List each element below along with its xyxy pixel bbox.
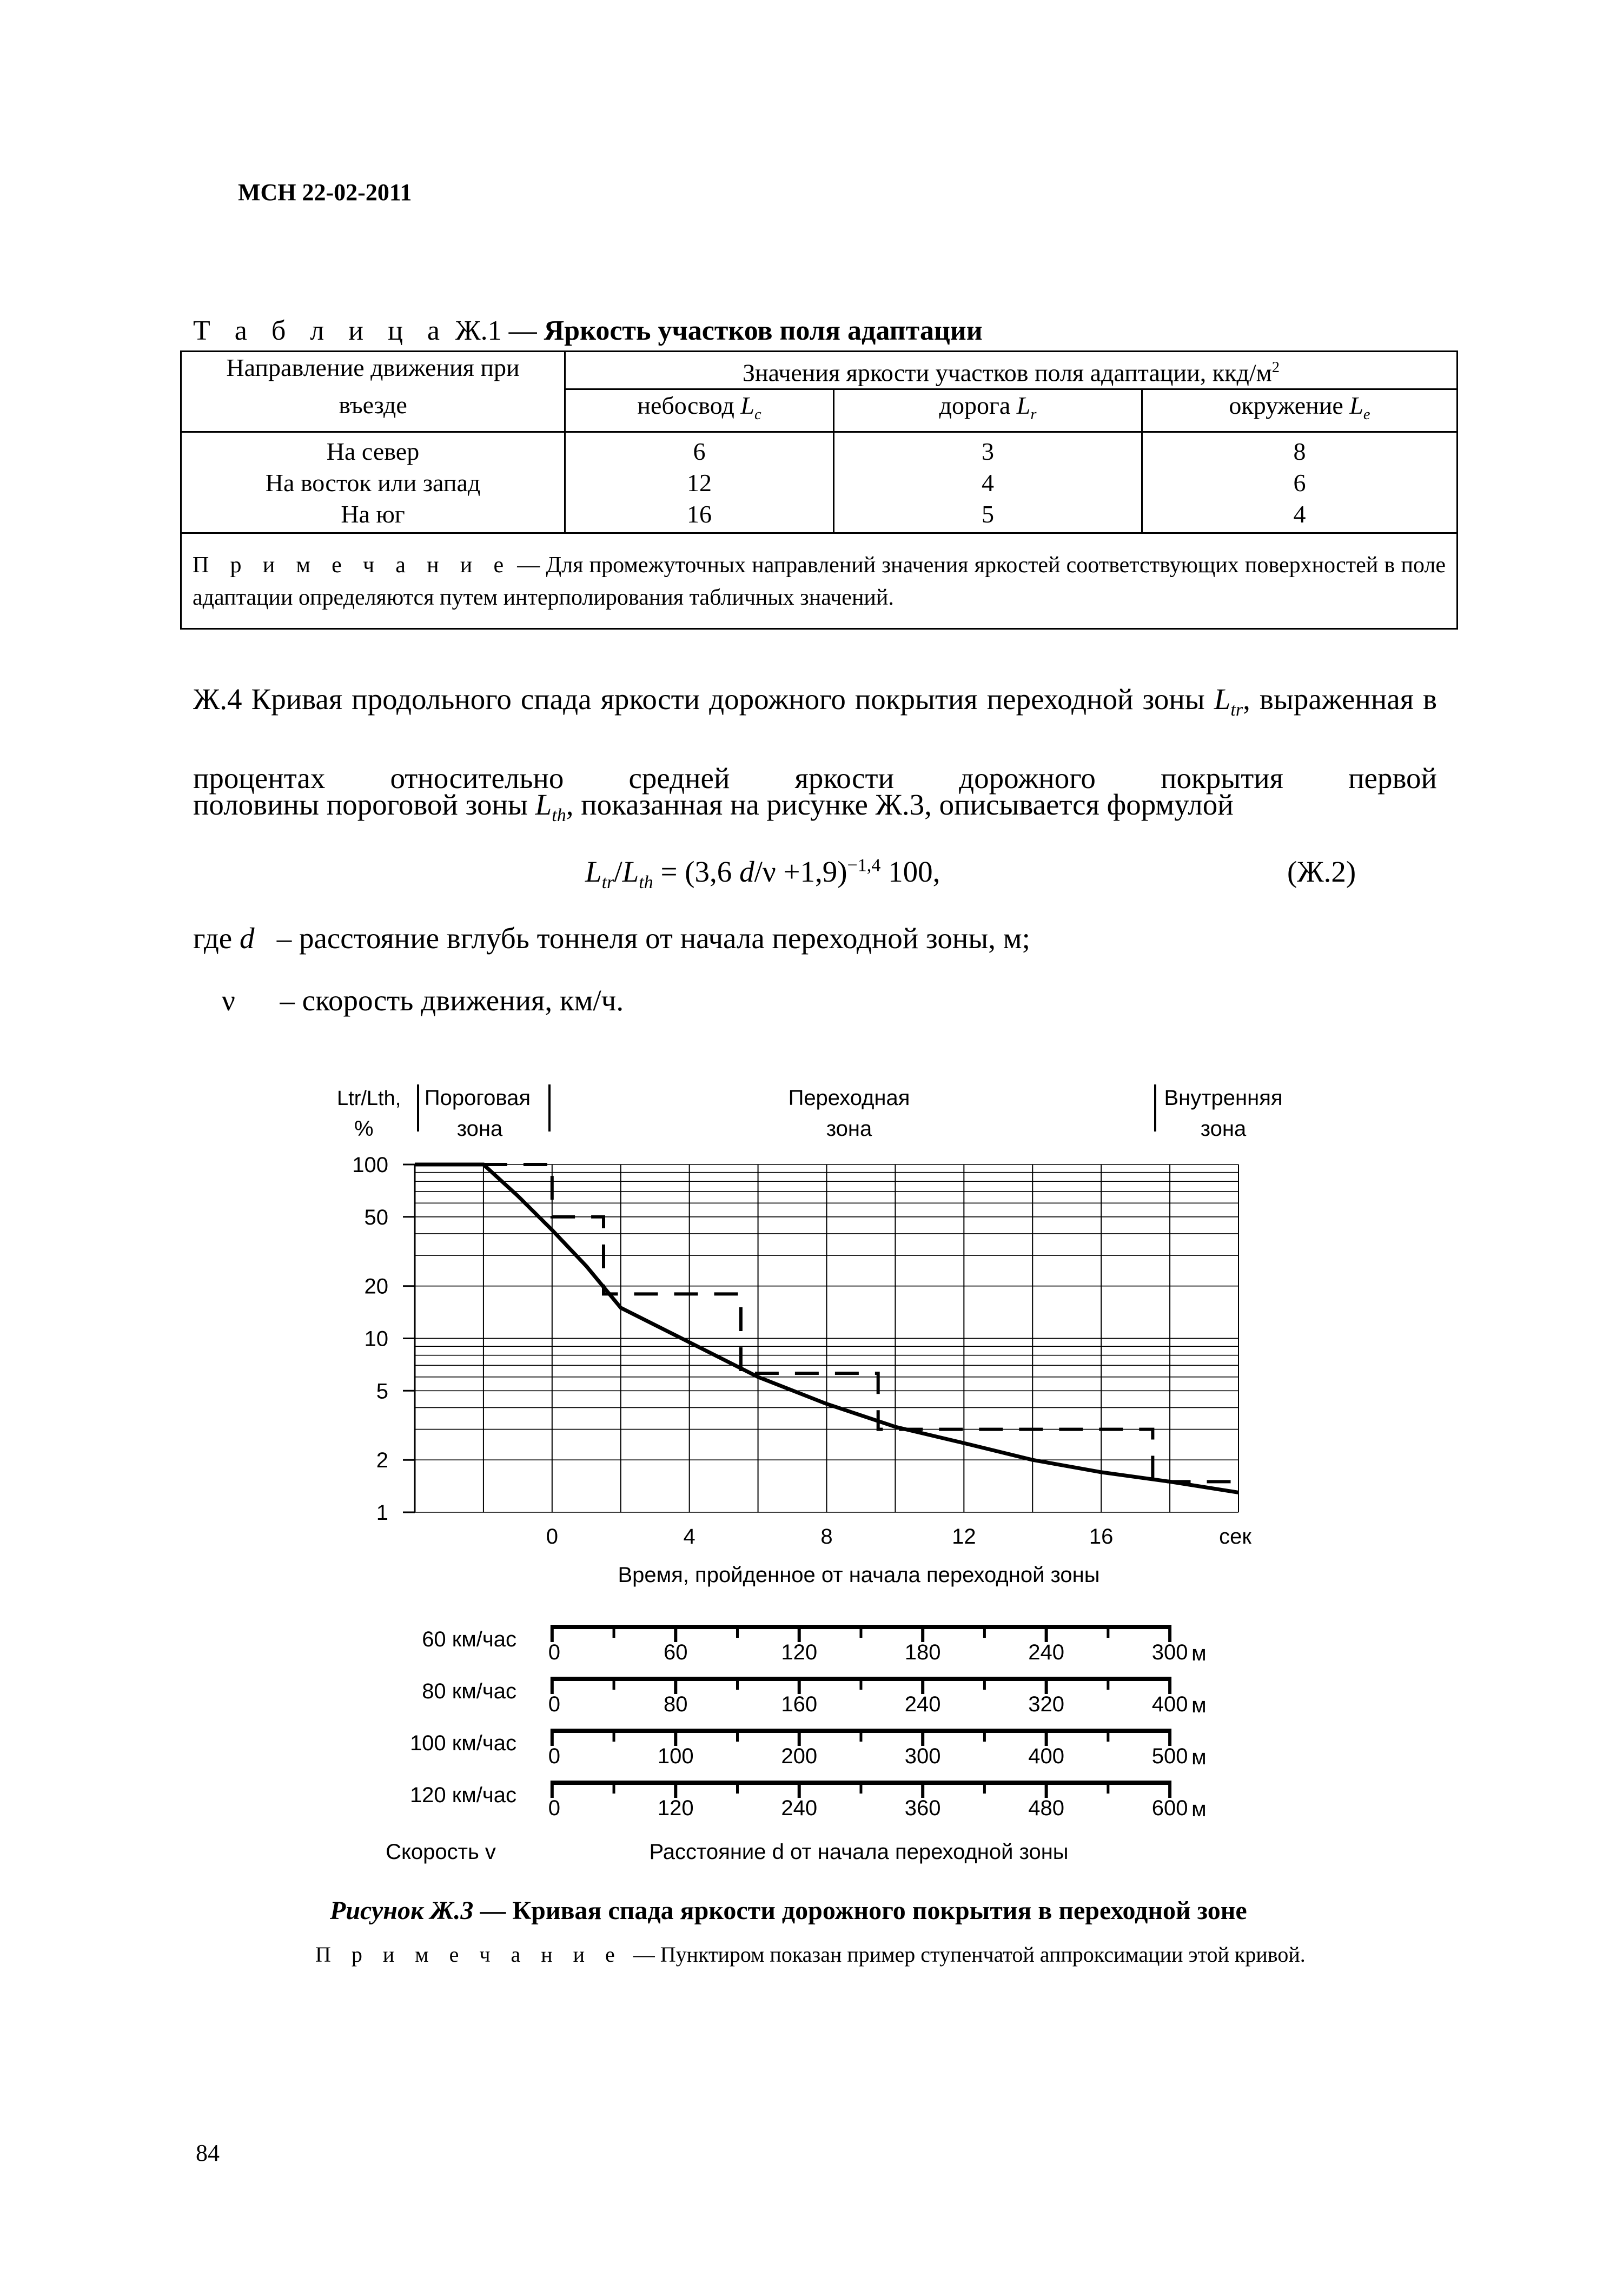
cell-env: 4 — [1142, 499, 1458, 533]
zone-transition-label: Переходная — [788, 1086, 910, 1110]
x-tick-label: 0 — [546, 1525, 558, 1549]
zone-header — [337, 1084, 1283, 1141]
step-approximation-curve — [483, 1164, 1238, 1481]
figure-caption: Рисунок Ж.3 — Кривая спада яркости дорожного покрытия в переходной зоне — [330, 1896, 1247, 1925]
scale-tick-label: 60 — [664, 1640, 688, 1664]
table-note-text: — Для промежуточных направлений значения яркостей соответствующих поверхностей в поле адаптации определяются путем интерполирования табличных значений. — [193, 552, 1446, 610]
scale-unit: м — [1191, 1797, 1207, 1821]
col-header-sky: небосвод $L_c$ — [565, 389, 834, 432]
formula-zh2: $L_{tr}/L_{th} = (3,6$ d/ν +1,9)$^{-1,4}$ 100, — [585, 855, 940, 892]
cell-sky: 16 — [565, 499, 834, 533]
x-tick-label: 8 — [820, 1525, 833, 1549]
scale-tick-label: 240 — [1028, 1640, 1065, 1664]
scale-tick-label: 0 — [548, 1692, 560, 1716]
y-tick-label: 1 — [376, 1501, 388, 1525]
speed-label: Скорость v — [386, 1840, 496, 1864]
speed-scale-label: 100 км/час — [409, 1731, 516, 1755]
y-tick-label: 100 — [352, 1153, 388, 1177]
col-header-env: окружение $L_e$ — [1142, 389, 1458, 432]
group-header: Значения яркости участков поля адаптации, ккд/$м^2$ — [565, 352, 1458, 389]
paragraph-zh4: Ж.4 Кривая продольного спада яркости дорожного покрытия переходной зоны $L_{tr}$, выраженная в процентах относительно средней яркости дорожного покрытия первой — [193, 683, 1437, 795]
table-note-label: П р и м е ч а н и е — [193, 552, 512, 578]
scale-tick-label: 320 — [1028, 1692, 1065, 1716]
cell-sky: 6 — [565, 432, 834, 467]
y-tick-label: 5 — [376, 1379, 388, 1404]
cell-sky: 12 — [565, 467, 834, 499]
x-axis-unit: сек — [1219, 1525, 1251, 1549]
formula-number: (Ж.2) — [1287, 855, 1356, 888]
scale-tick-label: 100 — [657, 1744, 694, 1768]
y-tick-label: 20 — [364, 1274, 388, 1299]
cell-direction: На юг — [181, 499, 565, 533]
x-tick-label: 16 — [1089, 1525, 1114, 1549]
zone-interior-label-2: зона — [1200, 1117, 1247, 1141]
document-code: МСН 22-02-2011 — [238, 179, 412, 206]
scale-tick-label: 400 — [1151, 1692, 1188, 1716]
zone-threshold-label: Пороговая — [424, 1086, 531, 1110]
y-tick-label: 10 — [364, 1327, 388, 1351]
page-number: 84 — [196, 2140, 220, 2166]
scale-tick-label: 160 — [781, 1692, 818, 1716]
cell-env: 6 — [1142, 467, 1458, 499]
scale-tick-label: 0 — [548, 1640, 560, 1664]
y-tick-labels — [352, 1153, 415, 1525]
cell-direction: На восток или запад — [181, 467, 565, 499]
scale-unit: м — [1191, 1693, 1207, 1717]
scale-unit: м — [1191, 1745, 1207, 1769]
y-axis-label: Ltr/Lth, — [337, 1087, 401, 1110]
scale-tick-label: 120 — [781, 1640, 818, 1664]
scale-tick-label: 180 — [904, 1640, 941, 1664]
speed-scale-row — [422, 1677, 1206, 1717]
x-tick-label: 12 — [952, 1525, 976, 1549]
scale-tick-label: 200 — [781, 1744, 818, 1768]
scale-tick-label: 480 — [1028, 1796, 1065, 1820]
y-tick-label: 50 — [364, 1205, 388, 1229]
zone-threshold-label-2: зона — [456, 1117, 503, 1141]
cell-road: 3 — [834, 432, 1142, 467]
speed-distance-scales — [410, 1625, 1207, 1821]
scale-tick-label: 300 — [904, 1744, 941, 1768]
x-tick-label: 4 — [683, 1525, 695, 1549]
x-tick-labels — [546, 1525, 1114, 1549]
speed-scale-row — [410, 1729, 1207, 1769]
where-d: где d – расстояние вглубь тоннеля от начала переходной зоны, м; — [193, 922, 1030, 955]
figure-note: П р и м е ч а н и е — Пунктиром показан пример ступенчатой аппроксимации этой кривой. — [315, 1942, 1306, 1967]
table-caption-number: Ж.1 — — [448, 315, 544, 346]
scale-tick-label: 0 — [548, 1796, 560, 1820]
speed-scale-row — [410, 1781, 1207, 1821]
scale-tick-label: 80 — [664, 1692, 688, 1716]
col-header-direction-2: въезде — [181, 389, 565, 432]
x-axis-title: Время, пройденное от начала переходной зоны — [618, 1563, 1100, 1587]
zone-interior-label: Внутренняя — [1164, 1086, 1283, 1110]
table-caption-title: Яркость участков поля адаптации — [544, 315, 983, 346]
speed-scale-row — [422, 1625, 1206, 1665]
scale-unit: м — [1191, 1642, 1207, 1665]
col-header-direction-1: Направление движения при — [181, 352, 565, 389]
scale-tick-label: 120 — [657, 1796, 694, 1820]
scale-tick-label: 360 — [904, 1796, 941, 1820]
y-axis-unit: % — [354, 1117, 374, 1141]
col-header-road: дорога $L_r$ — [834, 389, 1142, 432]
y-tick-label: 2 — [376, 1448, 388, 1473]
scale-tick-label: 500 — [1151, 1744, 1188, 1768]
speed-scale-label: 80 км/час — [422, 1679, 516, 1703]
cell-road: 4 — [834, 467, 1142, 499]
distance-label: Расстояние d от начала переходной зоны — [649, 1840, 1069, 1864]
scale-tick-label: 400 — [1028, 1744, 1065, 1768]
table-caption-prefix: Т а б л и ц а — [193, 315, 448, 346]
cell-env: 8 — [1142, 432, 1458, 467]
cell-road: 5 — [834, 499, 1142, 533]
zone-transition-label-2: зона — [826, 1117, 872, 1141]
scale-tick-label: 0 — [548, 1744, 560, 1768]
cell-direction: На север — [181, 432, 565, 467]
scale-tick-label: 240 — [904, 1692, 941, 1716]
paragraph-zh4-line3: половины пороговой зоны $L_{th}$, показанная на рисунке Ж.3, описывается формулой — [193, 788, 1234, 825]
speed-scale-label: 60 км/час — [422, 1627, 516, 1651]
scale-tick-label: 240 — [781, 1796, 818, 1820]
where-v: ν – скорость движения, км/ч. — [222, 984, 624, 1017]
speed-scale-label: 120 км/час — [409, 1783, 516, 1807]
scale-tick-label: 300 — [1151, 1640, 1188, 1664]
scale-tick-label: 600 — [1151, 1796, 1188, 1820]
